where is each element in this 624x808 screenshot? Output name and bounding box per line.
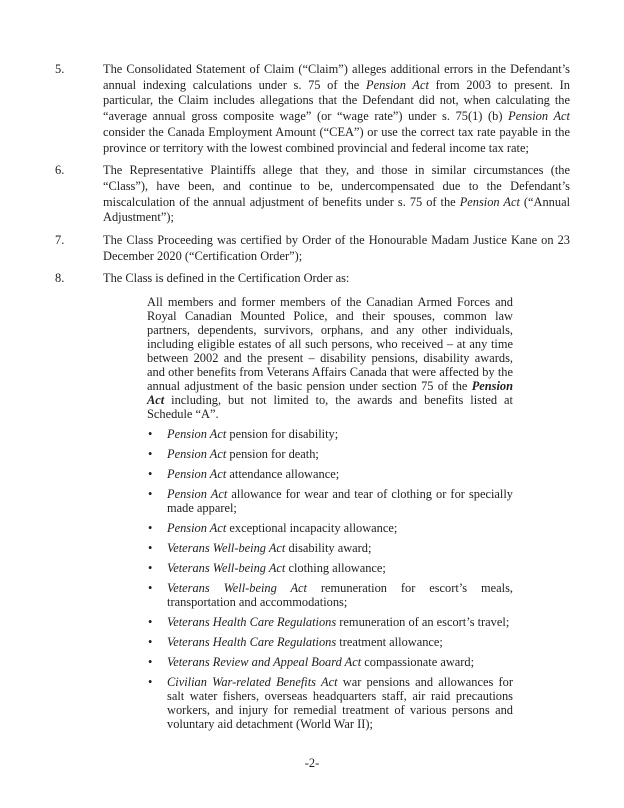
list-item [147, 655, 513, 669]
bullet-icon: • [148, 675, 153, 690]
paragraph-number: 6. [55, 163, 65, 178]
paragraph-number: 5. [55, 62, 65, 76]
list-item [147, 541, 513, 555]
bullet-icon: • [148, 427, 153, 442]
list-item [147, 447, 513, 461]
list-item [147, 487, 513, 515]
page-number: -2- [304, 756, 320, 770]
list-item-text: Veterans Well-being Act clothing allowance; [167, 561, 386, 576]
bullet-icon: • [148, 655, 153, 670]
paragraph-8 [55, 271, 570, 287]
list-item [147, 427, 513, 441]
bullet-icon: • [148, 615, 153, 630]
paragraph-number: 8. [55, 271, 65, 286]
paragraph-text: The Class Proceeding was certified by Order of the Honourable Madam Justice Kane on 23 December 2020 (“Certification Order”); [103, 233, 570, 263]
list-item [147, 581, 513, 609]
paragraph-6 [55, 163, 570, 226]
benefits-list [147, 427, 513, 731]
paragraph-text: The Class is defined in the Certification Order as: [103, 271, 350, 286]
list-item-text: Veterans Health Care Regulations treatment allowance; [167, 635, 443, 650]
paragraph-text: The Representative Plaintiffs allege that they, and those in similar circumstances (the “Class”), have been, and continue to be, undercompensated due to the Defendant’s miscalculation of the annual adjustment of benefits under s. 75 of the Pension Act (“Annual Adjustment”); [103, 163, 571, 225]
bullet-icon: • [148, 467, 153, 482]
paragraph-text: The Consolidated Statement of Claim (“Claim”) alleges additional errors in the Defendant’s annual indexing calculations under s. 75 of the Pension Act from 2003 to present. In particular, the Claim includes allegations that the Defendant did not, when calculating the “average annual gross composite wage” (or “wage rate”) under s. 75(1) (b) Pension Act consider the Canada Employment Amount (“CEA”) or use the correct tax rate payable in the province or territory with the lowest combined provincial and federal income tax rate; [103, 62, 570, 155]
class-definition-quote: All members and former members of the Canadian Armed Forces and Royal Canadian Mounted Police, and their spouses, common law partners, dependents, survivors, orphans, and any other individuals, including eligible estates of all such persons, who received – at any time between 2002 and the present – disability pensions, disability awards, and other benefits from Veterans Affairs Canada that were affected by the annual adjustment of the basic pension under section 75 of the Pension Act including, but not limited to, the awards and benefits listed at Schedule “A”. [147, 295, 513, 422]
list-item-text: Pension Act exceptional incapacity allowance; [167, 521, 398, 536]
list-item-text: Civilian War-related Benefits Act war pensions and allowances for salt water fishers, overseas headquarters staff, air raid precautions workers, and injury for remedial treatment of various persons and voluntary aid detachment (World War II); [167, 675, 513, 732]
list-item-text: Veterans Review and Appeal Board Act compassionate award; [167, 655, 475, 670]
bullet-icon: • [148, 541, 153, 556]
bullet-icon: • [148, 561, 153, 576]
list-item [147, 521, 513, 535]
bullet-icon: • [148, 521, 153, 536]
list-item-text: Pension Act attendance allowance; [167, 467, 340, 482]
list-item-text: Veterans Well-being Act remuneration for escort’s meals, transportation and accommodations; [167, 581, 513, 610]
list-item-text: Pension Act pension for disability; [167, 427, 339, 442]
bullet-icon: • [148, 447, 153, 462]
paragraph-7 [55, 233, 570, 264]
bullet-icon: • [148, 635, 153, 650]
paragraph-number: 7. [55, 233, 65, 248]
list-item [147, 635, 513, 649]
list-item [147, 561, 513, 575]
document-body [55, 62, 570, 737]
bullet-icon: • [148, 581, 153, 596]
bullet-icon: • [148, 487, 153, 502]
list-item [147, 615, 513, 629]
list-item [147, 467, 513, 481]
paragraph-5 [55, 62, 570, 156]
list-item-text: Pension Act allowance for wear and tear of clothing or for specially made apparel; [167, 487, 513, 516]
list-item [147, 675, 513, 731]
list-item-text: Pension Act pension for death; [167, 447, 319, 462]
list-item-text: Veterans Well-being Act disability award; [167, 541, 372, 556]
list-item-text: Veterans Health Care Regulations remuneration of an escort’s travel; [167, 615, 510, 630]
